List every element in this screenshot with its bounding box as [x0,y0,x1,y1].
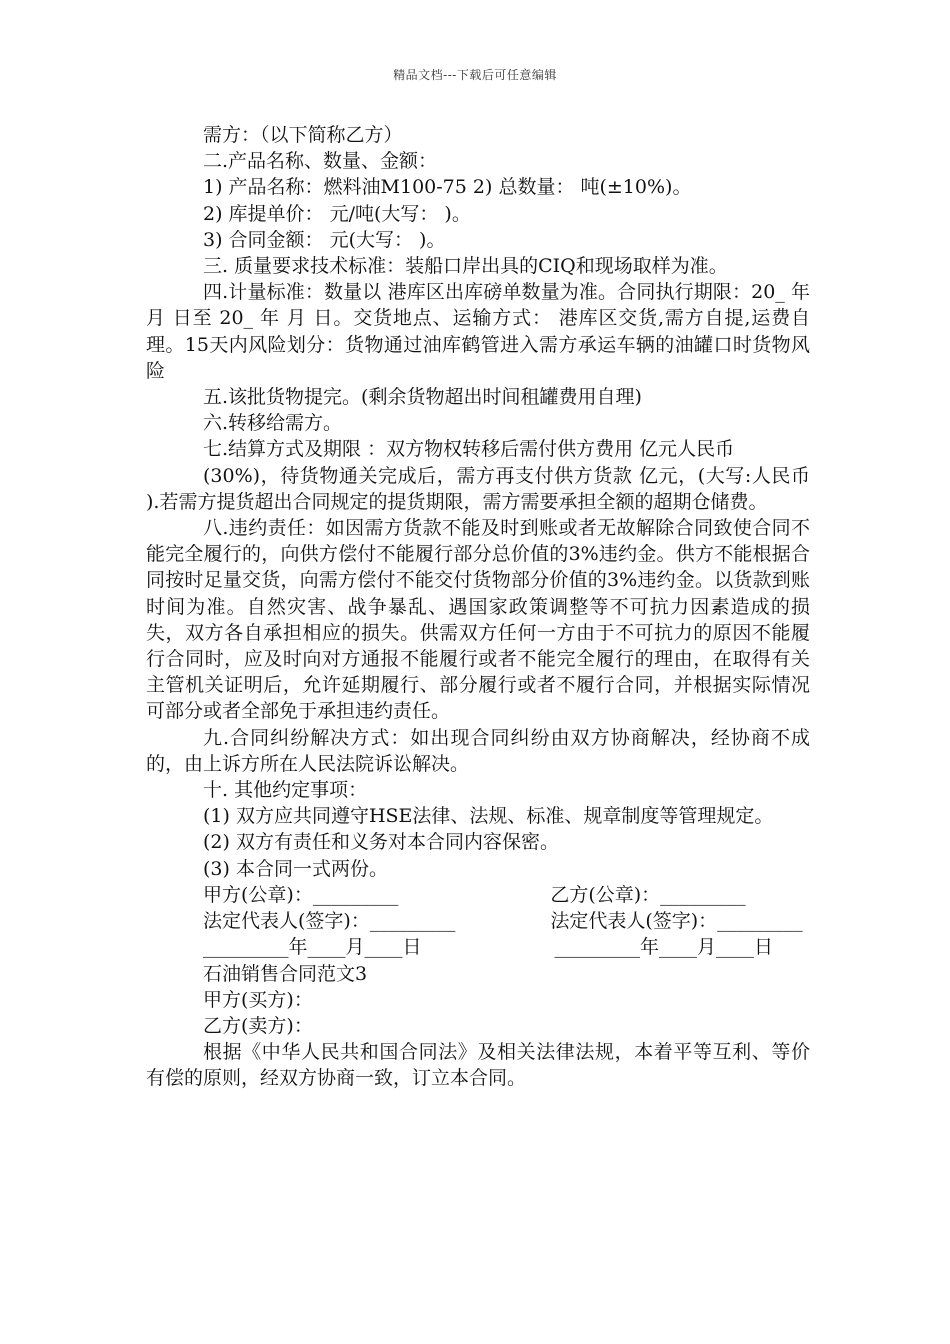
section-6: 六.转移给需方。 [203,412,343,435]
preamble: 根据《中华人民共和国合同法》及相关法律法规，本着平等互利、等价有偿的原则，经双方协商一致，订立本合同。 [146,1041,810,1090]
next-contract-title: 石油销售合同范文3 [203,962,368,985]
section-8-liability: 八.违约责任：如因需方货款不能及时到账或者无故解除合同致使合同不能完全履行的，向供方偿付不能履行部分总价值的3%违约金。供方不能根据合同按时足量交货，向需方偿付不能交付货物部分价值的3%违约金。以货款到账时间为准。自然灾害、战争暴乱、遇国家政策调整等不可抗力因素造成的损失，双方各自承担相应的损失。供需双方任何一方由于不可抗力的原因不能履行合同时，应及时向对方通报不能履行或者不能完全履行的理由，在取得有关主管机关证明后，允许延期履行、部分履行或者不履行合同，并根据实际情况可部分或者全部免于承担违约责任。 [146,517,810,723]
buyer-line: 需方：（以下简称乙方） [203,124,403,146]
document-body [146,122,810,1092]
unit-price-line: 2) 库提单价： 元/吨(大写： )。 [203,202,471,225]
section-4-measurement: 四.计量标准：数量以 港库区出库磅单数量为准。合同执行期限：20_ 年 月 日至 20_ 年 月 日。交货地点、运输方式： 港库区交货,需方自提,运费自理。15天内风险划分：货物通过油库鹤管进入需方承运车辆的油罐口时货物风险 [146,281,810,382]
section-2-heading: 二.产品名称、数量、金额： [203,150,438,173]
section-5: 五.该批货物提完。(剩余货物超出时间租罐费用自理) [203,386,642,409]
contract-amount-line: 3) 合同金额： 元(大写： )。 [203,228,446,251]
section-7-settlement: 七.结算方式及期限 ：双方物权转移后需付供方费用 亿元人民币 [203,438,735,461]
clause-10-2: (2) 双方有责任和义务对本合同内容保密。 [203,831,559,854]
section-9-dispute: 九.合同纠纷解决方式：如出现合同纠纷由双方协商解决，经协商不成的，由上诉方所在人民法院诉讼解决。 [146,726,810,775]
seal-line: 甲方(公章)：_________ 乙方(公章)：_________ [203,883,746,906]
product-name-line: 1) 产品名称：燃料油M100-75 2) 总数量： 吨(±10%)。 [203,176,692,199]
signature-line: 法定代表人(签字)：_________ 法定代表人(签字)：_________ [203,910,803,933]
page-header: 精品文档---下载后可任意编辑 [393,68,557,82]
section-3-quality: 三. 质量要求技术标准：装船口岸出具的CIQ和现场取样为准。 [203,255,728,278]
clause-10-3: (3) 本合同一式两份。 [203,857,388,880]
clause-10-1: (1) 双方应共同遵守HSE法律、法规、标准、规章制度等管理规定。 [203,805,774,828]
section-10-heading: 十. 其他约定事项： [203,779,368,802]
section-7-continued: (30%)，待货物通关完成后，需方再支付供方货款 亿元，(大写:人民币 ).若需方提货超出合同规定的提货期限，需方需要承担全额的超期仓储费。 [146,464,810,513]
party-b-line: 乙方(卖方)： [203,1014,313,1037]
party-a-line: 甲方(买方)： [203,988,313,1011]
date-line: _________年____月____日 _________年____月____日 [203,936,774,959]
